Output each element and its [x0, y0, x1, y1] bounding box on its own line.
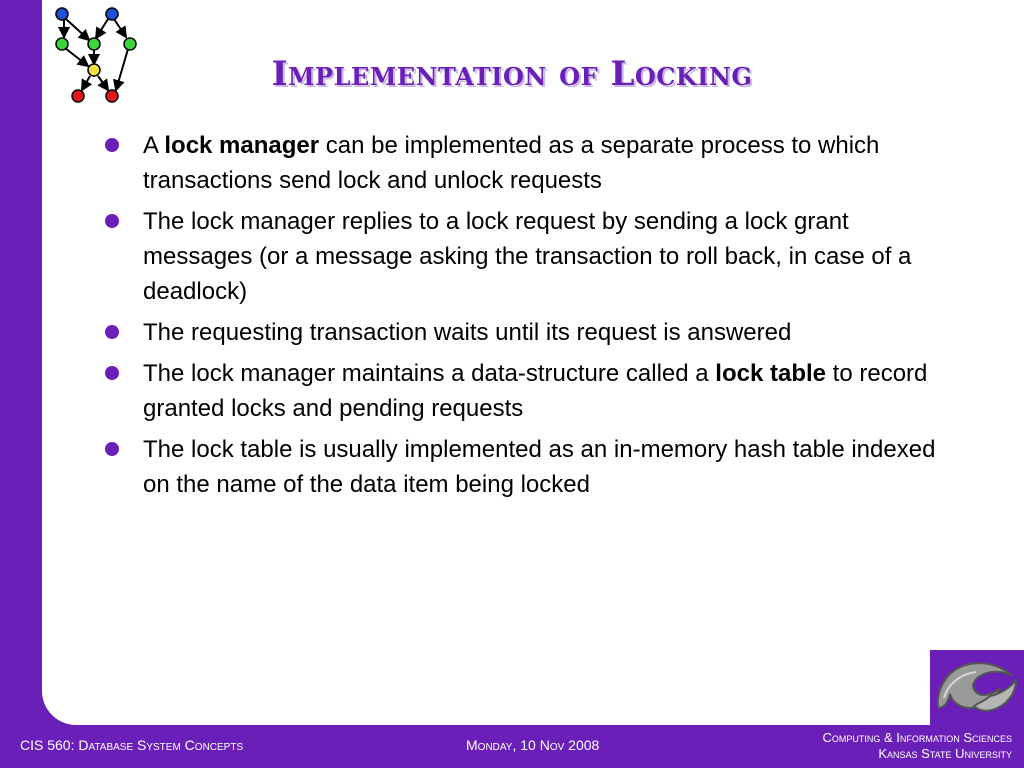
bullet-text-bold: lock manager — [164, 132, 320, 159]
graph-node — [56, 38, 68, 50]
wildcat-logo-icon — [930, 650, 1024, 726]
bullet-text — [143, 132, 879, 194]
footer-dept-line2: Kansas State University — [878, 746, 1012, 761]
bullet-item — [105, 128, 945, 198]
bullet-text — [143, 208, 911, 305]
bullet-text — [143, 360, 927, 422]
bullet-item — [105, 356, 945, 426]
graph-node — [56, 8, 68, 20]
footer-department — [822, 730, 1012, 762]
bullet-text-bold: lock table — [715, 360, 827, 387]
footer-course: CIS 560: Database System Concepts — [20, 737, 244, 753]
bullet-list — [105, 128, 945, 508]
bullet-item — [105, 204, 945, 309]
graph-node — [106, 8, 118, 20]
bullet-text-part: to record granted locks and pending requests — [143, 360, 928, 422]
footer-date: Monday, 10 Nov 2008 — [466, 737, 600, 753]
bullet-item — [105, 315, 945, 350]
graph-node — [124, 38, 136, 50]
bullet-text-part: The lock table is usually implemented as an in-memory hash table indexed on the name of the data item being locked — [143, 436, 936, 498]
bullet-text-part: The lock manager maintains a data-structure called a — [143, 360, 716, 387]
bullet-dot-icon — [105, 325, 119, 339]
bullet-dot-icon — [105, 366, 119, 380]
bullet-dot-icon — [105, 138, 119, 152]
footer-dept-line1: Computing & Information Sciences — [822, 730, 1012, 745]
bullet-text-part: The requesting transaction waits until its request is answered — [143, 319, 792, 346]
bullet-text — [143, 319, 791, 346]
bullet-text — [143, 436, 935, 498]
bullet-item — [105, 432, 945, 502]
bullet-text-part: The lock manager replies to a lock request by sending a lock grant messages (or a message asking the transaction to roll back, in case of a deadlock) — [143, 208, 912, 305]
slide-title: Implementation of Locking — [271, 54, 753, 94]
bullet-text-part: A — [143, 132, 165, 159]
bullet-dot-icon — [105, 442, 119, 456]
bullet-text-part: can be implemented as a separate process to which transactions send lock and unlock requests — [143, 132, 880, 194]
graph-node — [88, 38, 100, 50]
bullet-dot-icon — [105, 214, 119, 228]
